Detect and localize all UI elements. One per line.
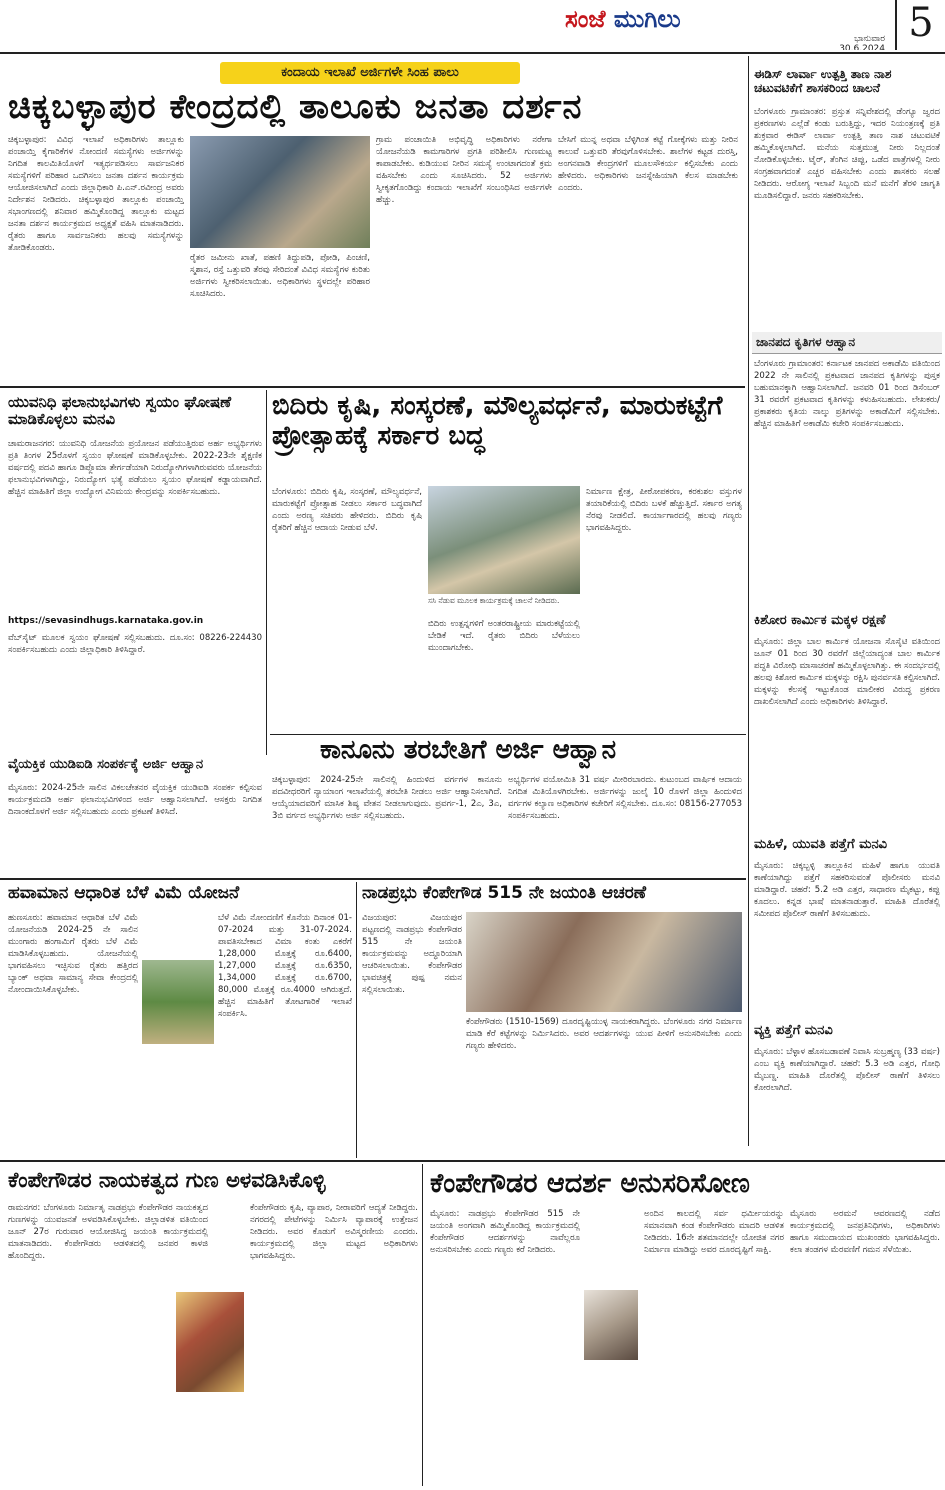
lower-divider xyxy=(422,1164,423,1486)
law-col1: ಚಿಕ್ಕಬಳ್ಳಾಪುರ: 2024-25ನೇ ಸಾಲಿನಲ್ಲಿ ಹಿಂದುಳಿದ ವರ್ಗಗಳ ಕಾನೂನು ಪದವೀಧರರಿಗೆ ನ್ಯಾಯಾಂಗ ಇಲಾಖೆಯಲ್ಲಿ ತರಬೇತಿ ನೀಡಲು ಅರ್ಜಿ ಆಹ್ವಾನಿಸಲಾಗಿದೆ. ಆಯ್ಕೆಯಾದವರಿಗೆ ಮಾಸಿಕ ಶಿಷ್ಯ ವೇತನ ನೀಡಲಾಗುವುದು. ಪ್ರವರ್ಗ-1, 2ಎ, 3ಎ, 3ಬಿ ವರ್ಗದ ಅಭ್ಯರ್ಥಿಗಳು ಅರ್ಜಿ ಸಲ್ಲಿಸಬಹುದು. xyxy=(272,775,502,821)
lower-rule xyxy=(0,1160,945,1162)
date-label: 30.6.2024 xyxy=(839,44,885,50)
leadership-col2: ಕೆಂಪೇಗೌಡರು ಕೃಷಿ, ವ್ಯಾಪಾರ, ನೀರಾವರಿಗೆ ಆದ್ಯತೆ ನೀಡಿದ್ದರು. ನಗರದಲ್ಲಿ ಪೇಟೆಗಳನ್ನು ನಿರ್ಮಿಸಿ ವ್ಯಾಪಾರಕ್ಕೆ ಉತ್ತೇಜನ ನೀಡಿದರು. ಅವರ ಕೊಡುಗೆ ಅವಿಸ್ಮರಣೀಯ ಎಂದರು. ಕಾರ್ಯಕ್ರಮದಲ್ಲಿ ಜಿಲ್ಲಾ ಮಟ್ಟದ ಅಧಿಕಾರಿಗಳು ಭಾಗವಹಿಸಿದ್ದರು. xyxy=(250,1203,418,1261)
udid-body: ಮೈಸೂರು: 2024-25ನೇ ಸಾಲಿನ ವಿಕಲಚೇತನರ ವೈಯಕ್ತಿಕ ಯುಡಿಐಡಿ ಸಂಪರ್ಕ ಕಲ್ಪಿಸುವ ಕಾರ್ಯಕ್ರಮದಡಿ ಅರ್ಹ ಫಲಾನುಭವಿಗಳಿಂದ ಅರ್ಜಿ ಆಹ್ವಾನಿಸಲಾಗಿದೆ. ಆಸಕ್ತರು ನಿಗದಿತ ದಿನಾಂಕದೊಳಗೆ ಅರ್ಜಿ ಸಲ್ಲಿಸಬಹುದು ಎಂದು ಪ್ರಕಟಣೆ ತಿಳಿಸಿದೆ. xyxy=(8,783,262,817)
crop-headline: ಹವಾಮಾನ ಆಧಾರಿತ ಬೆಳೆ ವಿಮೆ ಯೋಜನೆ xyxy=(8,884,240,903)
day-label: ಭಾನುವಾರ xyxy=(854,34,885,44)
law-headline: ಕಾನೂನು ತರಬೇತಿಗೆ ಅರ್ಜಿ ಆಹ್ವಾನ xyxy=(320,736,617,765)
missing-woman-body: ಮೈಸೂರು: ಚಿಕ್ಕಬ್ಬಳ್ಳಿ ತಾಲ್ಲೂಕಿನ ಮಹಿಳೆ ಹಾಗೂ ಯುವತಿ ಕಾಣೆಯಾಗಿದ್ದು ಪತ್ತೆಗೆ ಸಹಕರಿಸುವಂತೆ ಪೊಲೀಸರು ಮನವಿ ಮಾಡಿದ್ದಾರೆ. ಚಹರೆ: 5.2 ಅಡಿ ಎತ್ತರ, ಸಾಧಾರಣ ಮೈಕಟ್ಟು, ಕಪ್ಪು ಕೂದಲು. ಕನ್ನಡ ಭಾಷೆ ಮಾತನಾಡುತ್ತಾರೆ. ಮಾಹಿತಿ ದೊರೆತಲ್ಲಿ ಸಮೀಪದ ಪೊಲೀಸ್ ಠಾಣೆಗೆ ತಿಳಿಸಬಹುದು. xyxy=(754,861,940,919)
missing-person-body: ಮೈಸೂರು: ಬೆಳ್ಳಾಳ ಹೊಸಬಡಾವಣೆ ನಿವಾಸಿ ಸುಬ್ರಹ್ಮಣ್ಯ (33 ವರ್ಷ) ಎಂಬ ವ್ಯಕ್ತಿ ಕಾಣೆಯಾಗಿದ್ದಾರೆ. ಚಹರೆ: 5.3 ಅಡಿ ಎತ್ತರ, ಗೋಧಿ ಮೈಬಣ್ಣ. ಮಾಹಿತಿ ದೊರೆತಲ್ಲಿ ಪೊಲೀಸ್ ಠಾಣೆಗೆ ತಿಳಿಸಲು ಕೋರಲಾಗಿದೆ. xyxy=(754,1047,940,1093)
crop-photo xyxy=(142,960,214,1044)
dengue-headline: ಈಡಿಸ್ ಲಾರ್ವಾ ಉತ್ಪತ್ತಿ ತಾಣ ನಾಶ ಚಟುವಟಿಕೆಗೆ ಶಾಸಕರಿಂದ ಚಾಲನೆ xyxy=(754,68,892,95)
mid-rule xyxy=(0,878,746,880)
lead-col1: ಚಿಕ್ಕಬಳ್ಳಾಪುರ: ವಿವಿಧ ಇಲಾಖೆ ಅಧಿಕಾರಿಗಳು ತಾಲ್ಲೂಕು ಪಂಚಾಯ್ತಿ ಕೈಗಾರಿಕೆಗಳ ನೋಂದಣಿ ಸಮಸ್ಯೆಗಳು ಅರ್ಜಿಗಳನ್ನು ನಿಗದಿತ ಕಾಲಮಿತಿಯೊಳಗೆ ಇತ್ಯರ್ಥಪಡಿಸಲು ಸಾರ್ವಜನಿಕರ ಸಮಸ್ಯೆಗಳಿಗೆ ಪರಿಹಾರ ಒದಗಿಸಲು ಜನತಾ ದರ್ಶನ ಕಾರ್ಯಕ್ರಮ ಆಯೋಜಿಸಲಾಗಿದೆ ಎಂದು ಜಿಲ್ಲಾಧಿಕಾರಿ ಪಿ.ಎನ್.ರವೀಂದ್ರ ಅವರು ನಿರ್ದೇಶನ ನೀಡಿದರು. ಚಿಕ್ಕಬಳ್ಳಾಪುರ ತಾಲ್ಲೂಕು ಪಂಚಾಯ್ತಿ ಸಭಾಂಗಣದಲ್ಲಿ ಶನಿವಾರ ಹಮ್ಮಿಕೊಂಡಿದ್ದ ತಾಲ್ಲೂಕು ಮಟ್ಟದ ಜನತಾ ದರ್ಶನ ಕಾರ್ಯಕ್ರಮದ ಅಧ್ಯಕ್ಷತೆ ವಹಿಸಿ ಮಾತನಾಡಿದರು. ರೈತರು ಹಾಗೂ ಸಾರ್ವಜನಿಕರು ಹಲವು ಸಮಸ್ಯೆಗಳನ್ನು ತೋಡಿಕೊಂಡರು. xyxy=(8,135,184,253)
bamboo-col1: ಬೆಂಗಳೂರು: ಬಿದಿರು ಕೃಷಿ, ಸಂಸ್ಕರಣೆ, ಮೌಲ್ಯವರ್ಧನೆ, ಮಾರುಕಟ್ಟೆಗೆ ಪ್ರೋತ್ಸಾಹ ನೀಡಲು ಸರ್ಕಾರ ಬದ್ಧವಾಗಿದೆ ಎಂದು ಅರಣ್ಯ ಸಚಿವರು ಹೇಳಿದರು. ಬಿದಿರು ಕೃಷಿ ರೈತರಿಗೆ ಹೆಚ್ಚಿನ ಆದಾಯ ನೀಡುವ ಬೆಳೆ. xyxy=(272,487,422,533)
child-labour-headline: ಕಿಶೋರ ಕಾರ್ಮಿಕ ಮಕ್ಕಳ ರಕ್ಷಣೆ xyxy=(754,614,886,628)
date-block xyxy=(839,34,885,50)
jayanti-col1: ವಿಜಯಪುರ: ವಿಜಯಪುರ ಪಟ್ಟಣದಲ್ಲಿ ನಾಡಪ್ರಭು ಕೆಂಪೇಗೌಡರ 515 ನೇ ಜಯಂತಿ ಕಾರ್ಯಕ್ರಮವನ್ನು ಅದ್ಧೂರಿಯಾಗಿ ಆಚರಿಸಲಾಯಿತು. ಕೆಂಪೇಗೌಡರ ಭಾವಚಿತ್ರಕ್ಕೆ ಪುಷ್ಪ ನಮನ ಸಲ್ಲಿಸಲಾಯಿತು. xyxy=(362,913,462,995)
right-column-rule xyxy=(748,56,749,1146)
logo-part2: ಮುಗಿಲು xyxy=(613,5,681,33)
bamboo-photo xyxy=(428,486,580,594)
dengue-body: ಬೆಂಗಳೂರು ಗ್ರಾಮಾಂತರ: ಪ್ರಸ್ತುತ ಸನ್ನಿವೇಶದಲ್ಲಿ ಡೆಂಗ್ಯೂ ಜ್ವರದ ಪ್ರಕರಣಗಳು ಎಲ್ಲೆಡೆ ಕಂಡು ಬರುತ್ತಿದ್ದು, ಇದರ ನಿಯಂತ್ರಣಕ್ಕೆ ಪ್ರತಿ ಶುಕ್ರವಾರ ಈಡಿಸ್ ಲಾರ್ವಾ ಉತ್ಪತ್ತಿ ತಾಣ ನಾಶ ಚಟುವಟಿಕೆ ಹಮ್ಮಿಕೊಳ್ಳಲಾಗಿದೆ. ಮನೆಯ ಸುತ್ತಮುತ್ತ ನೀರು ನಿಲ್ಲದಂತೆ ನೋಡಿಕೊಳ್ಳಬೇಕು. ಟೈರ್, ತೆಂಗಿನ ಚಿಪ್ಪು, ಒಡೆದ ಪಾತ್ರೆಗಳಲ್ಲಿ ನೀರು ಸಂಗ್ರಹವಾಗದಂತೆ ಎಚ್ಚರ ವಹಿಸಬೇಕು ಎಂದು ಶಾಸಕರು ಸಲಹೆ ನೀಡಿದರು. ಆರೋಗ್ಯ ಇಲಾಖೆ ಸಿಬ್ಬಂದಿ ಮನೆ ಮನೆಗೆ ತೆರಳಿ ಜಾಗೃತಿ ಮೂಡಿಸಲಿದ್ದಾರೆ. ಜನರು ಸಹಕರಿಸಬೇಕು. xyxy=(754,107,940,201)
lead-bottom-rule xyxy=(0,386,745,388)
crop-col2: ಬೆಳೆ ವಿಮೆ ನೋಂದಣಿಗೆ ಕೊನೆಯ ದಿನಾಂಕ 01-07-2024 ಮತ್ತು 31-07-2024. ಪಾವತಿಸಬೇಕಾದ ವಿಮಾ ಕಂತು ಎಕರೆಗೆ 1,28,000 ಮೊತ್ತಕ್ಕೆ ರೂ.6400, 1,27,000 ಮೊತ್ತಕ್ಕೆ ರೂ.6350, 1,34,000 ಮೊತ್ತಕ್ಕೆ ರೂ.6700, 80,000 ಮೊತ್ತಕ್ಕೆ ರೂ.4000 ಆಗಿರುತ್ತದೆ. ಹೆಚ್ಚಿನ ಮಾಹಿತಿಗೆ ತೋಟಗಾರಿಕೆ ಇಲಾಖೆ ಸಂಪರ್ಕಿಸಿ. xyxy=(218,913,352,1019)
lead-kicker: ಕಂದಾಯ ಇಲಾಖೆ ಅರ್ಜಿಗಳೇ ಸಿಂಹ ಪಾಲು xyxy=(220,62,520,84)
janapada-body: ಬೆಂಗಳೂರು ಗ್ರಾಮಾಂತರ: ಕರ್ನಾಟಕ ಜಾನಪದ ಅಕಾಡೆಮಿ ವತಿಯಿಂದ 2022 ನೇ ಸಾಲಿನಲ್ಲಿ ಪ್ರಕಟವಾದ ಜಾನಪದ ಕೃತಿಗಳನ್ನು ಪುಸ್ತಕ ಬಹುಮಾನಕ್ಕಾಗಿ ಆಹ್ವಾನಿಸಲಾಗಿದೆ. ಜನವರಿ 01 ರಿಂದ ಡಿಸೆಂಬರ್ 31 ರವರೆಗೆ ಪ್ರಕಟವಾದ ಕೃತಿಗಳನ್ನು ಕಳುಹಿಸಬಹುದು. ಲೇಖಕರು/ಪ್ರಕಾಶಕರು ಕೃತಿಯ ನಾಲ್ಕು ಪ್ರತಿಗಳನ್ನು ಅಕಾಡೆಮಿಗೆ ಸಲ್ಲಿಸಬೇಕು. ಹೆಚ್ಚಿನ ಮಾಹಿತಿಗೆ ಅಕಾಡೆಮಿ ಕಚೇರಿ ಸಂಪರ್ಕಿಸಬಹುದು. xyxy=(754,359,940,429)
missing-woman-headline: ಮಹಿಳೆ, ಯುವತಿ ಪತ್ತೆಗೆ ಮನವಿ xyxy=(754,838,888,852)
section-divider xyxy=(266,390,267,755)
bamboo-headline: ಬಿದಿರು ಕೃಷಿ, ಸಂಸ್ಕರಣೆ, ಮೌಲ್ಯವರ್ಧನೆ, ಮಾರುಕಟ್ಟೆಗೆ ಪ್ರೋತ್ಸಾಹಕ್ಕೆ ಸರ್ಕಾರ ಬದ್ಧ xyxy=(272,392,723,451)
lead-col4: ಬೇಸಿಗೆ ಮುನ್ನ ಅಥವಾ ಬೆಳ್ಳಿಗಿಂತ ಕಟ್ಟೆ ಗೋಕ್ಕೆಗಳು ಮತ್ತು ನೀರಿನ ಕಾಲುವೆ ಒತ್ತುವರಿ ತೆರವುಗೊಳಿಸಬೇಕು. ಶಾಲೆಗಳ ಕಟ್ಟಡ ದುರಸ್ತಿ, ಅಂಗನವಾಡಿ ಕೇಂದ್ರಗಳಿಗೆ ಮೂಲಸೌಕರ್ಯ ಕಲ್ಪಿಸಬೇಕು ಎಂದು ಹೇಳಿದರು. ಅಧಿಕಾರಿಗಳು ಜನಸ್ನೇಹಿಯಾಗಿ ಕೆಲಸ ಮಾಡಬೇಕು ಎಂದರು. xyxy=(558,135,738,193)
janapada-headline: ಜಾನಪದ ಕೃತಿಗಳ ಆಹ್ವಾನ xyxy=(752,332,942,354)
udid-headline: ವೈಯಕ್ತಿಕ ಯುಡಿಐಡಿ ಸಂಪರ್ಕಕ್ಕೆ ಅರ್ಜಿ ಆಹ್ವಾನ xyxy=(8,758,204,772)
lead-col2: ರೈತರ ಜಮೀನು ಖಾತೆ, ಪಹಣಿ ತಿದ್ದುಪಡಿ, ಪೋಡಿ, ಪಿಂಚಣಿ, ಸ್ಮಶಾನ, ರಸ್ತೆ ಒತ್ತುವರಿ ತೆರವು ಸೇರಿದಂತೆ ವಿವಿಧ ಸಮಸ್ಯೆಗಳ ಕುರಿತು ಅರ್ಜಿಗಳು ಸ್ವೀಕರಿಸಲಾಯಿತು. ಅಧಿಕಾರಿಗಳು ಸ್ಥಳದಲ್ಲೇ ಪರಿಹಾರ ಸೂಚಿಸಿದರು. xyxy=(190,253,370,299)
law-col2: ಅಭ್ಯರ್ಥಿಗಳ ವಯೋಮಿತಿ 31 ವರ್ಷ ಮೀರಿರಬಾರದು. ಕುಟುಂಬದ ವಾರ್ಷಿಕ ಆದಾಯ ನಿಗದಿತ ಮಿತಿಯೊಳಗಿರಬೇಕು. ಅರ್ಜಿಗಳನ್ನು ಜುಲೈ 10 ರೊಳಗೆ ಜಿಲ್ಲಾ ಹಿಂದುಳಿದ ವರ್ಗಗಳ ಕಲ್ಯಾಣ ಅಧಿಕಾರಿಗಳ ಕಚೇರಿಗೆ ಸಲ್ಲಿಸಬೇಕು. ದೂ.ಸಂ: 08156-277053 ಸಂಪರ್ಕಿಸಬಹುದು. xyxy=(508,775,742,821)
leadership-col1: ರಾಮನಗರ: ಬೆಂಗಳೂರು ನಿರ್ಮಾತೃ ನಾಡಪ್ರಭು ಕೆಂಪೇಗೌಡರ ನಾಯಕತ್ವದ ಗುಣಗಳನ್ನು ಯುವಜನತೆ ಅಳವಡಿಸಿಕೊಳ್ಳಬೇಕು. ಜಿಲ್ಲಾಡಳಿತ ವತಿಯಿಂದ ಜೂನ್ 27ರ ಗುರುವಾರ ಆಯೋಜಿಸಿದ್ದ ಜಯಂತಿ ಕಾರ್ಯಕ್ರಮದಲ್ಲಿ ಮಾತನಾಡಿದರು. ಕೆಂಪೇಗೌಡರು ಆಡಳಿತದಲ್ಲಿ ಜನಪರ ಕಾಳಜಿ ಹೊಂದಿದ್ದರು. xyxy=(8,1203,208,1261)
lead-col3: ಗ್ರಾಮ ಪಂಚಾಯಿತಿ ಅಭಿವೃದ್ಧಿ ಅಧಿಕಾರಿಗಳು ನರೇಗಾ ಯೋಜನೆಯಡಿ ಕಾಮಗಾರಿಗಳ ಪ್ರಗತಿ ಪರಿಶೀಲಿಸಿ ಗುಣಮಟ್ಟ ಕಾಪಾಡಬೇಕು. ಕುಡಿಯುವ ನೀರಿನ ಸಮಸ್ಯೆ ಉಂಟಾಗದಂತೆ ಕ್ರಮ ವಹಿಸಬೇಕು ಎಂದು ಸೂಚಿಸಿದರು. 52 ಅರ್ಜಿಗಳು ಸ್ವೀಕೃತಗೊಂಡಿದ್ದು ಕಂದಾಯ ಇಲಾಖೆಗೆ ಸಂಬಂಧಿಸಿದ ಅರ್ಜಿಗಳೇ ಹೆಚ್ಚು. xyxy=(376,135,552,205)
masthead-logo xyxy=(565,4,885,50)
jayanti-headline: ನಾಡಪ್ರಭು ಕೆಂಪೇಗೌಡ 515 ನೇ ಜಯಂತಿ ಆಚರಣೆ xyxy=(362,884,647,903)
page-number: 5 xyxy=(895,0,945,50)
yuvanidhi-url[interactable]: https://sevasindhugs.karnataka.gov.in xyxy=(8,616,204,626)
bamboo-rule xyxy=(270,734,746,735)
speaker-portrait xyxy=(584,1290,638,1360)
bamboo-col2: ಬಿದಿರು ಉತ್ಪನ್ನಗಳಿಗೆ ಅಂತರರಾಷ್ಟ್ರೀಯ ಮಾರುಕಟ್ಟೆಯಲ್ಲಿ ಬೇಡಿಕೆ ಇದೆ. ರೈತರು ಬಿದಿರು ಬೆಳೆಯಲು ಮುಂದಾಗಬೇಕು. xyxy=(428,619,580,653)
lead-headline: ಚಿಕ್ಕಬಳ್ಳಾಪುರ ಕೇಂದ್ರದಲ್ಲಿ ತಾಲೂಕು ಜನತಾ ದರ್ಶನ xyxy=(8,88,583,127)
ideals-col3: ಮೈಸೂರು ಅರಮನೆ ಆವರಣದಲ್ಲಿ ನಡೆದ ಕಾರ್ಯಕ್ರಮದಲ್ಲಿ ಜನಪ್ರತಿನಿಧಿಗಳು, ಅಧಿಕಾರಿಗಳು ಹಾಗೂ ಸಮುದಾಯದ ಮುಖಂಡರು ಭಾಗವಹಿಸಿದ್ದರು. ಕಲಾ ತಂಡಗಳ ಮೆರವಣಿಗೆ ಗಮನ ಸೆಳೆಯಿತು. xyxy=(790,1209,940,1255)
bamboo-caption: ಸಸಿ ನೆಡುವ ಮೂಲಕ ಕಾರ್ಯಕ್ರಮಕ್ಕೆ ಚಾಲನೆ ನೀಡಿದರು. xyxy=(428,596,560,605)
crop-col1: ಹುಣಸೂರು: ಹವಾಮಾನ ಆಧಾರಿತ ಬೆಳೆ ವಿಮೆ ಯೋಜನೆಯಡಿ 2024-25 ನೇ ಸಾಲಿನ ಮುಂಗಾರು ಹಂಗಾಮಿಗೆ ರೈತರು ಬೆಳೆ ವಿಮೆ ಮಾಡಿಸಿಕೊಳ್ಳಬಹುದು. ಯೋಜನೆಯಲ್ಲಿ ಭಾಗವಹಿಸಲು ಇಚ್ಛಿಸುವ ರೈತರು ಹತ್ತಿರದ ಬ್ಯಾಂಕ್ ಅಥವಾ ಸಾಮಾನ್ಯ ಸೇವಾ ಕೇಂದ್ರದಲ್ಲಿ ನೋಂದಾಯಿಸಿಕೊಳ್ಳಬೇಕು. xyxy=(8,913,138,995)
ideals-col2: ಅಂದಿನ ಕಾಲದಲ್ಲಿ ಸರ್ವ ಧರ್ಮೀಯರನ್ನು ಸಮಾನವಾಗಿ ಕಂಡ ಕೆಂಪೇಗೌಡರು ಮಾದರಿ ಆಡಳಿತ ನೀಡಿದರು. 16ನೇ ಶತಮಾನದಲ್ಲೇ ಯೋಜಿತ ನಗರ ನಿರ್ಮಾಣ ಮಾಡಿದ್ದು ಅವರ ದೂರದೃಷ್ಟಿಗೆ ಸಾಕ್ಷಿ. xyxy=(644,1209,784,1255)
leadership-headline: ಕೆಂಪೇಗೌಡರ ನಾಯಕತ್ವದ ಗುಣ ಅಳವಡಿಸಿಕೊಳ್ಳಿ xyxy=(8,1168,326,1192)
yuvanidhi-headline: ಯುವನಿಧಿ ಫಲಾನುಭವಿಗಳು ಸ್ವಯಂ ಘೋಷಣೆ ಮಾಡಿಕೊಳ್ಳಲು ಮನವಿ xyxy=(8,394,232,429)
kempegowda-portrait xyxy=(176,1292,244,1392)
yuvanidhi-body: ಚಾಮರಾಜನಗರ: ಯುವನಿಧಿ ಯೋಜನೆಯ ಪ್ರಯೋಜನ ಪಡೆಯುತ್ತಿರುವ ಅರ್ಹ ಅಭ್ಯರ್ಥಿಗಳು ಪ್ರತಿ ತಿಂಗಳ 25ರೊಳಗೆ ಸ್ವಯಂ ಘೋಷಣೆ ಮಾಡಿಕೊಳ್ಳಬೇಕು. 2022-23ನೇ ಶೈಕ್ಷಣಿಕ ವರ್ಷದಲ್ಲಿ ಪದವಿ ಹಾಗೂ ಡಿಪ್ಲೊಮಾ ತೇರ್ಗಡೆಯಾಗಿ ನಿರುದ್ಯೋಗಿಗಳಾಗಿರುವವರು ಯೋಜನೆಯ ಫಲಾನುಭವಿಗಳಾಗಿದ್ದು, ನಿರುದ್ಯೋಗ ಭತ್ಯೆ ಪಡೆಯಲು ಸ್ವಯಂ ಘೋಷಣೆ ಕಡ್ಡಾಯವಾಗಿದೆ. ಹೆಚ್ಚಿನ ಮಾಹಿತಿಗೆ ಜಿಲ್ಲಾ ಉದ್ಯೋಗ ವಿನಿಮಯ ಕೇಂದ್ರವನ್ನು ಸಂಪರ್ಕಿಸಬಹುದು. xyxy=(8,439,262,497)
bamboo-col3: ನಿರ್ಮಾಣ ಕ್ಷೇತ್ರ, ಪೀಠೋಪಕರಣ, ಕರಕುಶಲ ವಸ್ತುಗಳ ತಯಾರಿಕೆಯಲ್ಲಿ ಬಿದಿರು ಬಳಕೆ ಹೆಚ್ಚುತ್ತಿದೆ. ಸರ್ಕಾರ ಅಗತ್ಯ ನೆರವು ನೀಡಲಿದೆ. ಕಾರ್ಯಾಗಾರದಲ್ಲಿ ಹಲವು ಗಣ್ಯರು ಭಾಗವಹಿಸಿದ್ದರು. xyxy=(586,487,742,533)
logo-part1: ಸಂಜೆ xyxy=(565,5,606,33)
ideals-col1: ಮೈಸೂರು: ನಾಡಪ್ರಭು ಕೆಂಪೇಗೌಡರ 515 ನೇ ಜಯಂತಿ ಅಂಗವಾಗಿ ಹಮ್ಮಿಕೊಂಡಿದ್ದ ಕಾರ್ಯಕ್ರಮದಲ್ಲಿ ಕೆಂಪೇಗೌಡರ ಆದರ್ಶಗಳನ್ನು ನಾವೆಲ್ಲರೂ ಅನುಸರಿಸಬೇಕು ಎಂದು ಗಣ್ಯರು ಕರೆ ನೀಡಿದರು. xyxy=(430,1209,580,1255)
crop-divider xyxy=(356,882,357,1158)
jayanti-col2: ಕೆಂಪೇಗೌಡರು (1510-1569) ದೂರದೃಷ್ಟಿಯುಳ್ಳ ನಾಯಕರಾಗಿದ್ದರು. ಬೆಂಗಳೂರು ನಗರ ನಿರ್ಮಾಣ ಮಾಡಿ ಕೆರೆ ಕಟ್ಟೆಗಳನ್ನು ನಿರ್ಮಿಸಿದರು. ಅವರ ಆದರ್ಶಗಳನ್ನು ಯುವ ಪೀಳಿಗೆ ಅನುಸರಿಸಬೇಕು ಎಂದು ಗಣ್ಯರು ಹೇಳಿದರು. xyxy=(466,1017,742,1051)
jayanti-photo xyxy=(466,912,742,1012)
missing-person-headline: ವ್ಯಕ್ತಿ ಪತ್ತೆಗೆ ಮನವಿ xyxy=(754,1024,833,1038)
lead-photo xyxy=(190,136,370,248)
ideals-headline: ಕೆಂಪೇಗೌಡರ ಆದರ್ಶ ಅನುಸರಿಸೋಣ xyxy=(430,1168,750,1199)
child-labour-body: ಮೈಸೂರು: ಜಿಲ್ಲಾ ಬಾಲ ಕಾರ್ಮಿಕ ಯೋಜನಾ ಸೊಸೈಟಿ ವತಿಯಿಂದ ಜೂನ್ 01 ರಿಂದ 30 ರವರೆಗೆ ಜಿಲ್ಲೆಯಾದ್ಯಂತ ಬಾಲ ಕಾರ್ಮಿಕ ಪದ್ಧತಿ ವಿರೋಧಿ ಮಾಸಾಚರಣೆ ಹಮ್ಮಿಕೊಳ್ಳಲಾಗಿತ್ತು. ಈ ಸಂದರ್ಭದಲ್ಲಿ ಹಲವು ಕಿಶೋರ ಕಾರ್ಮಿಕ ಮಕ್ಕಳನ್ನು ರಕ್ಷಿಸಿ ಪುನರ್ವಸತಿ ಕಲ್ಪಿಸಲಾಗಿದೆ. ಮಕ್ಕಳನ್ನು ಕೆಲಸಕ್ಕೆ ಇಟ್ಟುಕೊಂಡ ಮಾಲೀಕರ ವಿರುದ್ಧ ಪ್ರಕರಣ ದಾಖಲಿಸಲಾಗಿದೆ ಎಂದು ಅಧಿಕಾರಿಗಳು ತಿಳಿಸಿದ್ದಾರೆ. xyxy=(754,637,940,707)
yuvanidhi-body2: ವೆಬ್‌ಸೈಟ್ ಮೂಲಕ ಸ್ವಯಂ ಘೋಷಣೆ ಸಲ್ಲಿಸಬಹುದು. ದೂ.ಸಂ: 08226-224430 ಸಂಪರ್ಕಿಸಬಹುದು ಎಂದು ಜಿಲ್ಲಾಧಿಕಾರಿ ತಿಳಿಸಿದ್ದಾರೆ. xyxy=(8,633,262,655)
masthead-rule xyxy=(0,52,945,54)
